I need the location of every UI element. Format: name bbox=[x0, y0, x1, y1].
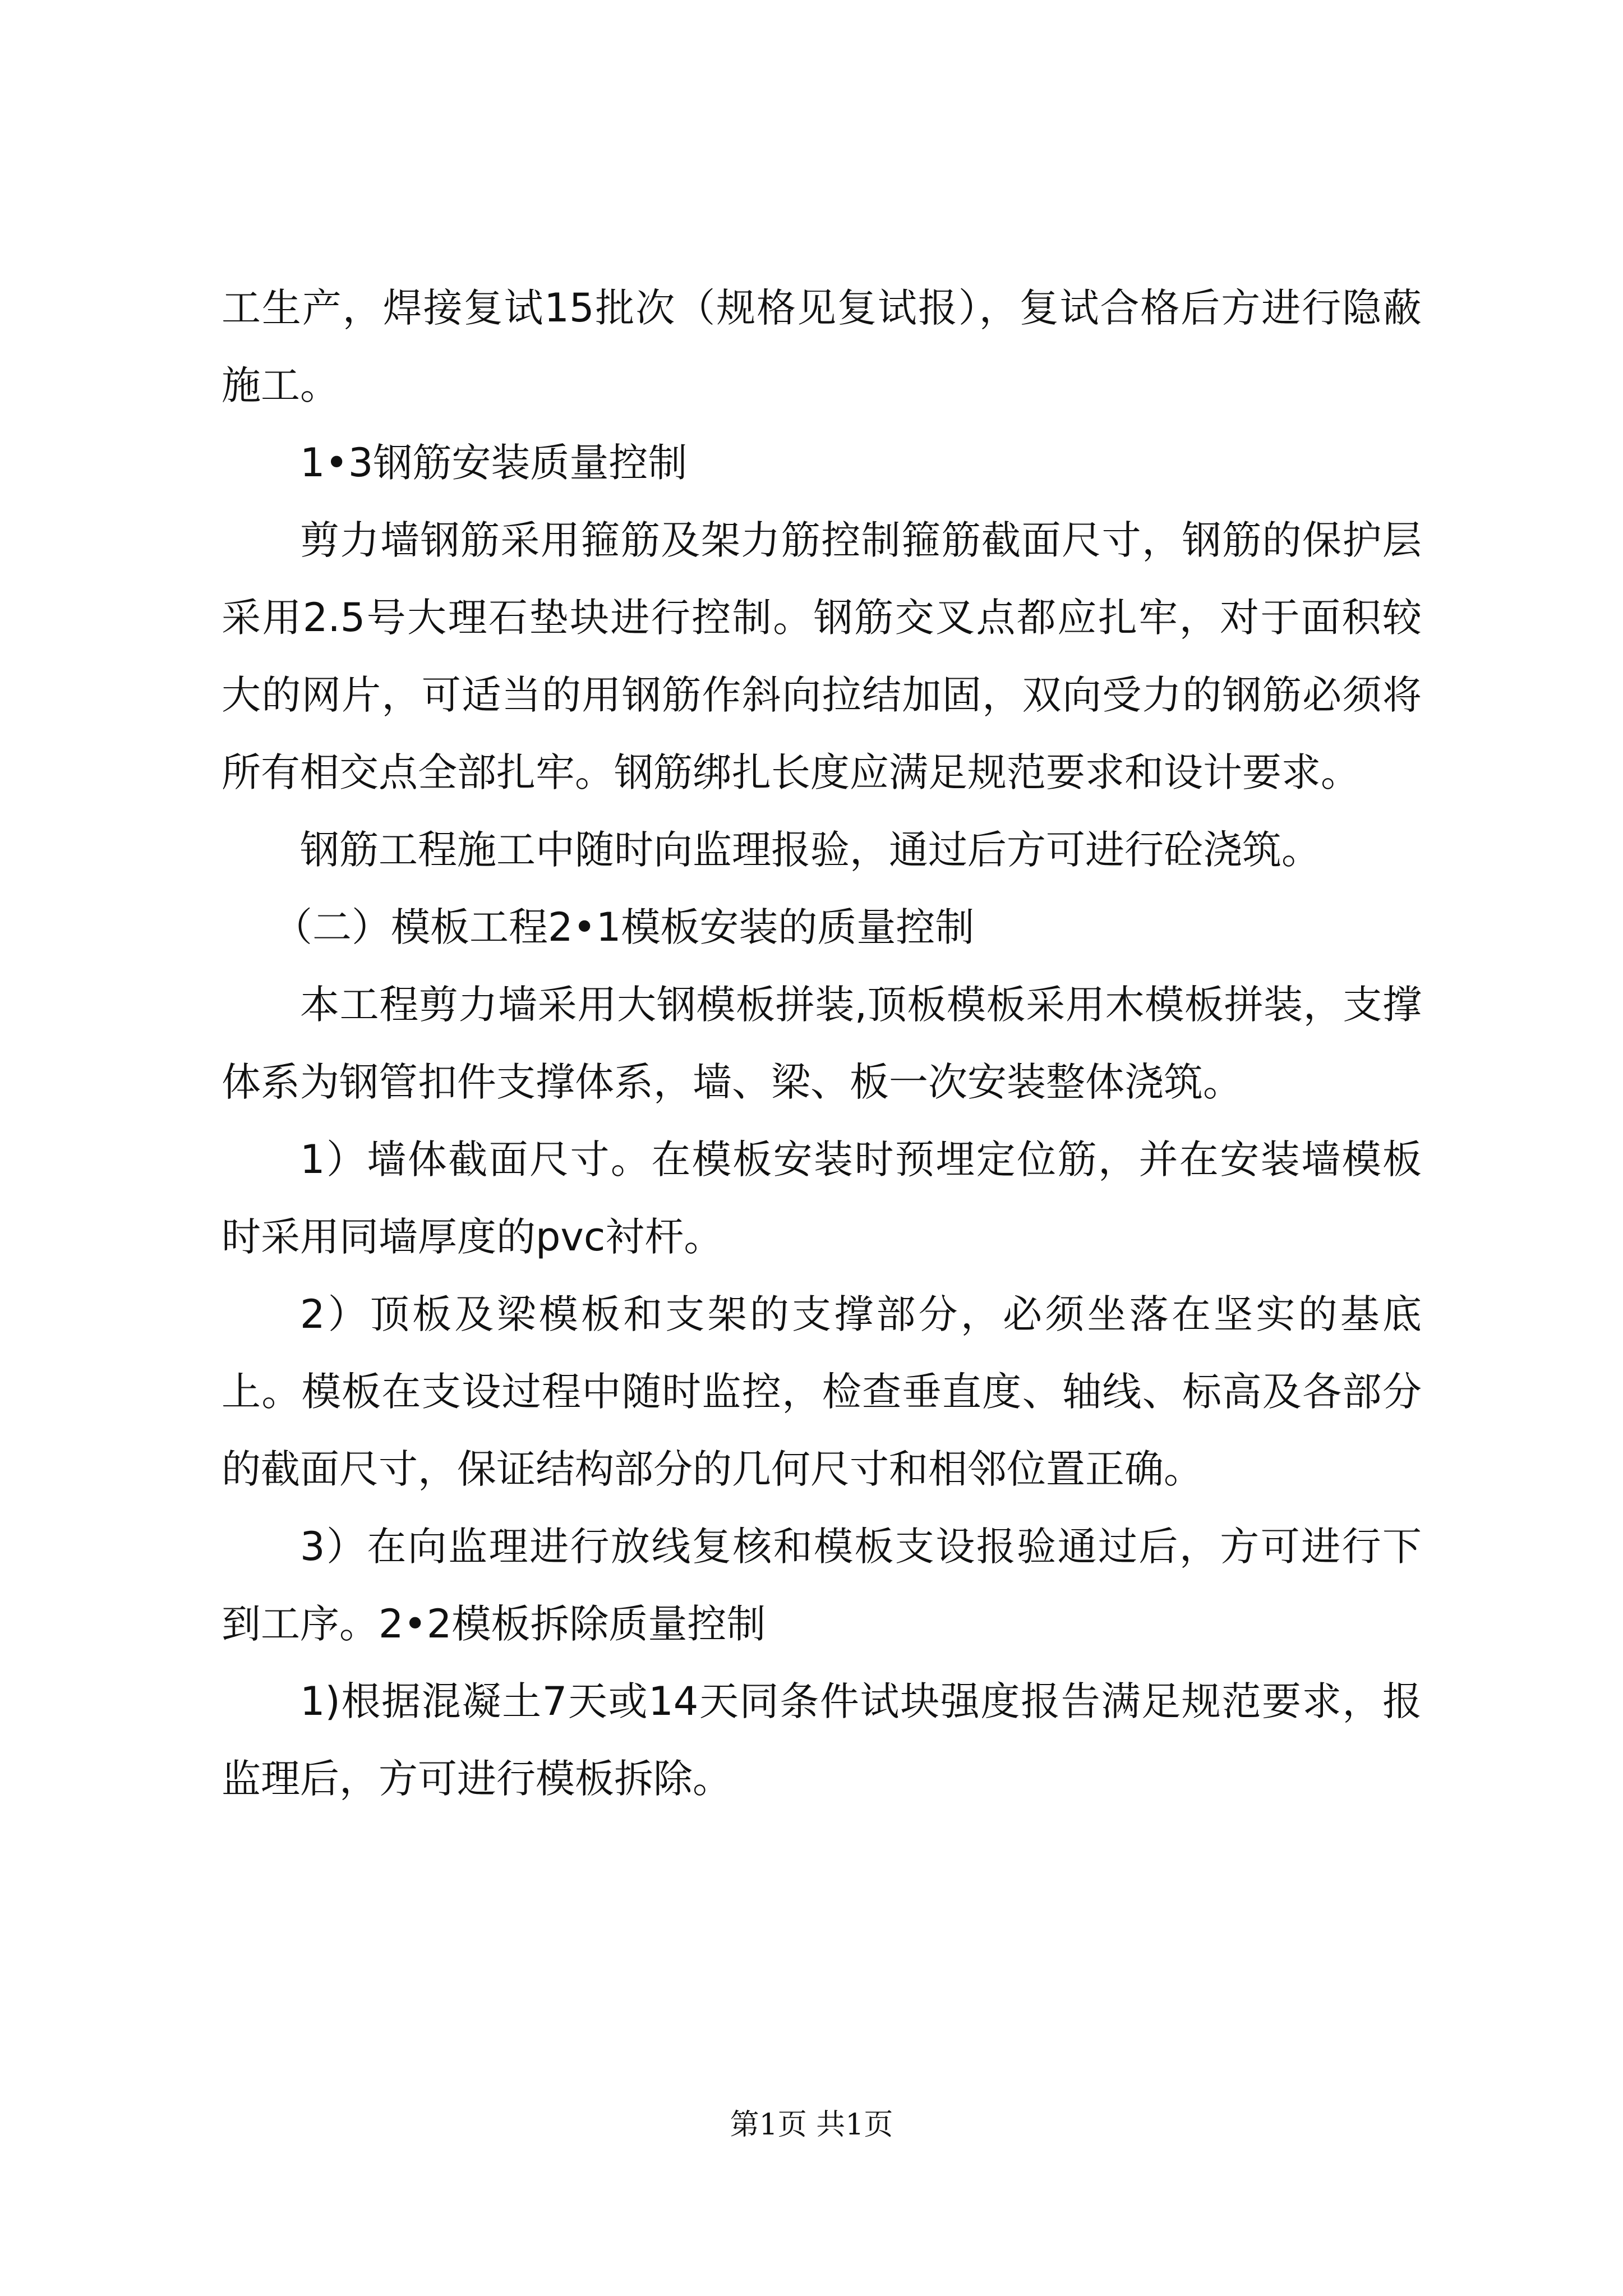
paragraph-rebar-control: 剪力墙钢筋采用箍筋及架力筋控制箍筋截面尺寸，钢筋的保护层采用2.5号大理石垫块进行控制。钢筋交叉点都应扎牢，对于面积较大的网片，可适当的用钢筋作斜向拉结加固，双向受力的钢筋必须将所有相交点全部扎牢。钢筋绑扎长度应满足规范要求和设计要求。 bbox=[222, 517, 1422, 795]
paragraph-rebar-inspection: 钢筋工程施工中随时向监理报验，通过后方可进行砼浇筑。 bbox=[300, 827, 1321, 873]
paragraph-formwork-system: 本工程剪力墙采用大钢模板拼装,顶板模板采用木模板拼装，支撑体系为钢管扣件支撑体系，墙、梁、板一次安装整体浇筑。 bbox=[222, 982, 1422, 1105]
list-item-wall-section: 1）墙体截面尺寸。在模板安装时预埋定位筋，并在安装墙模板时采用同墙厚度的pvc衬杆。 bbox=[222, 1137, 1422, 1260]
list-item-supervision-check: 3）在向监理进行放线复核和模板支设报验通过后，方可进行下到工序。2•2模板拆除质量控制 bbox=[222, 1524, 1422, 1647]
paragraph-welding-retest: 工生产，焊接复试15批次（规格见复试报），复试合格后方进行隐蔽施工。 bbox=[222, 285, 1422, 408]
page-footer: 第1页 共1页 bbox=[730, 2108, 893, 2142]
section-heading-rebar-installation: 1•3钢筋安装质量控制 bbox=[300, 440, 688, 486]
list-item-formwork-removal: 1)根据混凝土7天或14天同条件试块强度报告满足规范要求，报监理后，方可进行模板拆除。 bbox=[222, 1678, 1422, 1802]
document-body bbox=[222, 269, 1422, 1818]
section-heading-formwork: （二）模板工程2•1模板安装的质量控制 bbox=[273, 904, 975, 950]
list-item-support-base: 2）顶板及梁模板和支架的支撑部分，必须坐落在坚实的基底上。模板在支设过程中随时监控，检查垂直度、轴线、标高及各部分的截面尺寸，保证结构部分的几何尺寸和相邻位置正确。 bbox=[222, 1291, 1422, 1492]
